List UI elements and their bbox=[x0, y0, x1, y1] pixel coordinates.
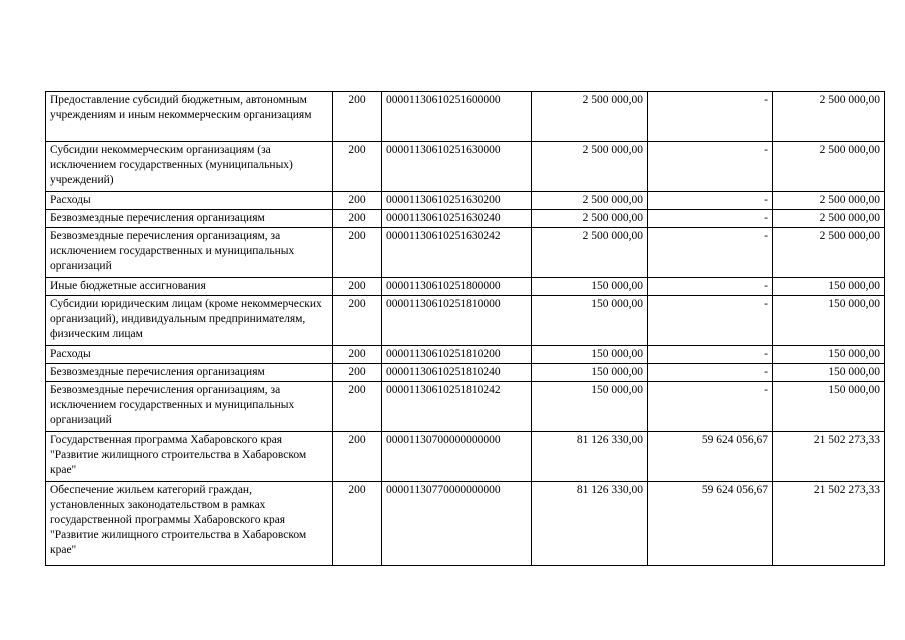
row-plan-cell: 150 000,00 bbox=[532, 346, 648, 364]
row-name-cell: Субсидии юридическим лицам (кроме некоммерческих организаций), индивидуальным предпринимателям, физическим лицам bbox=[46, 296, 333, 346]
row-plan-cell: 2 500 000,00 bbox=[532, 192, 648, 210]
table-row bbox=[46, 482, 885, 566]
row-done-cell: - bbox=[648, 210, 773, 228]
row-plan-cell: 81 126 330,00 bbox=[532, 482, 648, 566]
table-row bbox=[46, 142, 885, 192]
row-plan-cell: 150 000,00 bbox=[532, 296, 648, 346]
row-code-cell: 200 bbox=[333, 192, 382, 210]
row-name-cell: Обеспечение жильем категорий граждан, установленных законодательством в рамках государственной программы Хабаровского края "Развитие жилищного строительства в Хабаровском крае" bbox=[46, 482, 333, 566]
table-row bbox=[46, 346, 885, 364]
table-row bbox=[46, 210, 885, 228]
row-name-cell: Безвозмездные перечисления организациям bbox=[46, 210, 333, 228]
row-code-cell: 200 bbox=[333, 278, 382, 296]
table-row bbox=[46, 432, 885, 482]
row-rest-cell: 21 502 273,33 bbox=[773, 432, 885, 482]
row-code-cell: 200 bbox=[333, 92, 382, 142]
row-done-cell: - bbox=[648, 382, 773, 432]
table-row bbox=[46, 382, 885, 432]
row-name-cell: Безвозмездные перечисления организациям bbox=[46, 364, 333, 382]
row-code-cell: 200 bbox=[333, 482, 382, 566]
row-plan-cell: 150 000,00 bbox=[532, 382, 648, 432]
row-kbk-cell: 00001130610251810000 bbox=[382, 296, 532, 346]
row-code-cell: 200 bbox=[333, 364, 382, 382]
row-code-cell: 200 bbox=[333, 432, 382, 482]
row-rest-cell: 150 000,00 bbox=[773, 364, 885, 382]
row-code-cell: 200 bbox=[333, 142, 382, 192]
row-name-cell: Расходы bbox=[46, 346, 333, 364]
row-name-cell: Государственная программа Хабаровского края "Развитие жилищного строительства в Хабаровском крае" bbox=[46, 432, 333, 482]
row-done-cell: - bbox=[648, 142, 773, 192]
row-code-cell: 200 bbox=[333, 210, 382, 228]
row-rest-cell: 21 502 273,33 bbox=[773, 482, 885, 566]
row-name-cell: Субсидии некоммерческим организациям (за исключением государственных (муниципальных) учреждений) bbox=[46, 142, 333, 192]
row-name-cell: Предоставление субсидий бюджетным, автономным учреждениям и иным некоммерческим организациям bbox=[46, 92, 333, 142]
row-rest-cell: 2 500 000,00 bbox=[773, 92, 885, 142]
row-name-cell: Иные бюджетные ассигнования bbox=[46, 278, 333, 296]
row-code-cell: 200 bbox=[333, 382, 382, 432]
table-row bbox=[46, 278, 885, 296]
row-plan-cell: 2 500 000,00 bbox=[532, 210, 648, 228]
row-done-cell: - bbox=[648, 92, 773, 142]
row-rest-cell: 150 000,00 bbox=[773, 296, 885, 346]
row-plan-cell: 2 500 000,00 bbox=[532, 92, 648, 142]
row-rest-cell: 150 000,00 bbox=[773, 382, 885, 432]
row-rest-cell: 2 500 000,00 bbox=[773, 192, 885, 210]
row-rest-cell: 150 000,00 bbox=[773, 346, 885, 364]
row-kbk-cell: 00001130610251810200 bbox=[382, 346, 532, 364]
row-plan-cell: 150 000,00 bbox=[532, 364, 648, 382]
row-plan-cell: 150 000,00 bbox=[532, 278, 648, 296]
row-done-cell: - bbox=[648, 364, 773, 382]
row-rest-cell: 2 500 000,00 bbox=[773, 142, 885, 192]
row-code-cell: 200 bbox=[333, 228, 382, 278]
table-row bbox=[46, 364, 885, 382]
row-kbk-cell: 00001130610251810240 bbox=[382, 364, 532, 382]
row-plan-cell: 81 126 330,00 bbox=[532, 432, 648, 482]
row-code-cell: 200 bbox=[333, 346, 382, 364]
row-kbk-cell: 00001130610251630000 bbox=[382, 142, 532, 192]
row-rest-cell: 2 500 000,00 bbox=[773, 228, 885, 278]
row-plan-cell: 2 500 000,00 bbox=[532, 142, 648, 192]
row-done-cell: - bbox=[648, 296, 773, 346]
row-done-cell: 59 624 056,67 bbox=[648, 432, 773, 482]
row-plan-cell: 2 500 000,00 bbox=[532, 228, 648, 278]
row-done-cell: 59 624 056,67 bbox=[648, 482, 773, 566]
row-rest-cell: 150 000,00 bbox=[773, 278, 885, 296]
row-code-cell: 200 bbox=[333, 296, 382, 346]
budget-execution-table bbox=[45, 91, 885, 566]
row-done-cell: - bbox=[648, 278, 773, 296]
row-kbk-cell: 00001130770000000000 bbox=[382, 482, 532, 566]
row-kbk-cell: 00001130610251630240 bbox=[382, 210, 532, 228]
table-row bbox=[46, 228, 885, 278]
row-done-cell: - bbox=[648, 228, 773, 278]
row-kbk-cell: 00001130610251600000 bbox=[382, 92, 532, 142]
row-kbk-cell: 00001130610251630242 bbox=[382, 228, 532, 278]
table-row bbox=[46, 92, 885, 142]
row-done-cell: - bbox=[648, 346, 773, 364]
table-body bbox=[46, 92, 885, 566]
row-rest-cell: 2 500 000,00 bbox=[773, 210, 885, 228]
row-done-cell: - bbox=[648, 192, 773, 210]
table-row bbox=[46, 296, 885, 346]
row-kbk-cell: 00001130700000000000 bbox=[382, 432, 532, 482]
table-row bbox=[46, 192, 885, 210]
row-kbk-cell: 00001130610251630200 bbox=[382, 192, 532, 210]
row-name-cell: Расходы bbox=[46, 192, 333, 210]
row-name-cell: Безвозмездные перечисления организациям, за исключением государственных и муниципальных организаций bbox=[46, 228, 333, 278]
row-name-cell: Безвозмездные перечисления организациям, за исключением государственных и муниципальных организаций bbox=[46, 382, 333, 432]
row-kbk-cell: 00001130610251810242 bbox=[382, 382, 532, 432]
row-kbk-cell: 00001130610251800000 bbox=[382, 278, 532, 296]
